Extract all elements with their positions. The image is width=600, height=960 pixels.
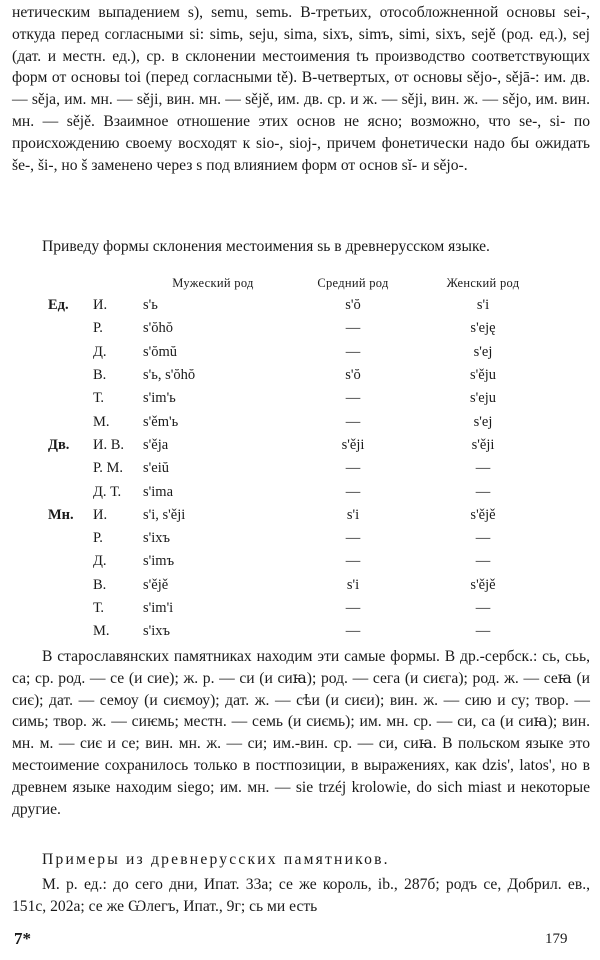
table-row <box>48 387 543 410</box>
masculine-cell: s'ь <box>143 297 158 314</box>
feminine-cell: s'ěji <box>471 436 495 453</box>
case-cell: М. <box>93 623 110 640</box>
neuter-cell: — <box>345 460 361 477</box>
neuter-cell: — <box>345 600 361 616</box>
number-cell <box>48 597 93 620</box>
case-cell: В. <box>93 367 107 384</box>
neuter-cell: — <box>345 413 361 430</box>
feminine-cell: s'ej <box>473 413 493 430</box>
neuter-cell: s'i <box>346 576 360 593</box>
case-cell: В. <box>93 576 107 593</box>
paragraph-intro-declension: Приведу формы склонения местоимения sь в древнерусском языке. <box>42 238 490 255</box>
neuter-cell: s'ŏ <box>345 367 361 384</box>
feminine-cell: — <box>475 553 491 570</box>
table-row <box>48 364 543 387</box>
case-cell: М. <box>93 413 110 430</box>
feminine-cell: s'ějě <box>470 506 496 523</box>
feminine-cell: s'i <box>476 297 490 314</box>
signature-mark: 7* <box>14 929 31 948</box>
table-row <box>48 294 543 317</box>
case-cell: Р. М. <box>93 460 124 477</box>
table-row <box>48 620 543 643</box>
case-cell: Р. <box>93 530 103 547</box>
masculine-cell: s'eiŭ <box>143 460 169 477</box>
neuter-cell: — <box>345 483 361 500</box>
masculine-cell: s'i, s'ěji <box>143 506 186 523</box>
number-cell <box>48 364 93 387</box>
neuter-cell: — <box>345 390 361 407</box>
feminine-cell: — <box>475 460 491 477</box>
number-cell <box>48 574 93 597</box>
paragraph-examples: М. р. ед.: до сего дни, Ипат. 33а; се же король, ib., 287б; родъ се, Добрил. ев., 151с, 202а; се же Ѡлегъ, Ипат., 9г; сь ми есть <box>12 876 590 915</box>
table-row <box>48 597 543 620</box>
number-cell <box>48 410 93 433</box>
masculine-cell: s'ŏmŭ <box>143 343 178 360</box>
number-cell <box>48 341 93 364</box>
number-cell: Дв. <box>48 436 70 453</box>
case-cell: Р. <box>93 320 103 337</box>
table-row <box>48 480 543 503</box>
case-cell: Д. Т. <box>93 483 122 500</box>
table-header-row <box>48 272 543 294</box>
masculine-cell: s'ixъ <box>143 623 171 640</box>
masculine-cell: s'ějě <box>143 576 169 593</box>
header-neuter: Средний род <box>317 275 389 290</box>
neuter-cell: s'i <box>346 506 360 523</box>
feminine-cell: s'eju <box>470 390 496 407</box>
table-row <box>48 410 543 433</box>
feminine-cell: — <box>475 530 491 547</box>
table-row <box>48 434 543 457</box>
case-cell: Т. <box>93 600 105 616</box>
masculine-cell: s'ixъ <box>143 530 171 547</box>
number-cell: Ед. <box>48 297 69 314</box>
table-row <box>48 574 543 597</box>
feminine-cell: — <box>475 623 491 640</box>
table-row <box>48 457 543 480</box>
number-cell <box>48 550 93 573</box>
case-cell: И. <box>93 297 108 314</box>
masculine-cell: s'im'ь <box>143 390 176 407</box>
feminine-cell: — <box>475 600 491 616</box>
number-cell: Мн. <box>48 506 74 523</box>
neuter-cell: — <box>345 320 361 337</box>
table-row <box>48 527 543 550</box>
case-cell: Т. <box>93 390 105 407</box>
case-cell: И. В. <box>93 436 125 453</box>
number-cell <box>48 317 93 340</box>
table-row <box>48 317 543 340</box>
declension-table-body <box>48 294 543 643</box>
neuter-cell: — <box>345 553 361 570</box>
number-cell <box>48 457 93 480</box>
number-cell <box>48 620 93 643</box>
number-cell <box>48 527 93 550</box>
neuter-cell: s'ěji <box>341 436 365 453</box>
paragraph-stems: нетическим выпадением s), semu, semь. В-третьих, отособложненной основы sei-, откуда перед согласными si: simь, seju, sima, sixъ, simъ, simi, sixъ, sejě (род. ед.), sej (дат. и местн. ед.), ср. в склонении местоимения tъ производство соответствующих форм от основы toi (перед согласными tě). В-четвертых, от основы sějo-, sějā-: им. дв. — sěja, им. мн. — sěji, вин. мн. — sějě, им. дв. ср. и ж. — sěji, вин. ж. — sějo, им. вин. мн. — sějě. Взаимное отношение этих основ не ясно; возможно, что se-, si- по происхождению своему восходят к sio-, sioj-, причем фонетически надо бы ожидать še-, ši-, но š заменено через s под влиянием форм от основ sĭ- и sějo-. <box>12 4 590 174</box>
masculine-cell: s'imъ <box>143 553 175 570</box>
case-cell: Д. <box>93 553 107 570</box>
table-row <box>48 504 543 527</box>
feminine-cell: s'eję <box>470 320 496 337</box>
feminine-cell: — <box>475 483 491 500</box>
neuter-cell: — <box>345 530 361 547</box>
table-row <box>48 341 543 364</box>
masculine-cell: s'ima <box>143 483 173 500</box>
number-cell <box>48 480 93 503</box>
neuter-cell: — <box>345 623 361 640</box>
section-heading: Примеры из древнерусских памятников. <box>42 851 390 868</box>
table-row <box>48 550 543 573</box>
feminine-cell: s'ěju <box>470 367 496 384</box>
feminine-cell: s'ej <box>473 343 493 360</box>
header-feminine: Женский род <box>446 275 520 290</box>
masculine-cell: s'im'i <box>143 600 174 616</box>
page-number: 179 <box>545 931 568 947</box>
paragraph-old-church-slavonic: В старославянских памятниках находим эти самые формы. В др.-сербск.: сь, сьь, са; ср. род. — се (и сие); ж. р. — си (и сиꙗ); род. — сега (и сиєга); род. ж. — сеꙗ (и сиє); дат. — семоу (и сиємоу); дат. ж. — сѣи (и сиєи); вин. ж. — сию и су; твор. — симь; твор. ж. — сиѥмь; местн. — семь (и сиємь); им. мн. ср. — си, са (и сиꙗ); вин. мн. м. — сиє и се; вин. мн. ж. — си; им.-вин. ср. — си, сиꙗ. В польском языке это местоимение сохранилось только в постпозиции, в выражениях, как dzis', latos', но в древнем языке находим siego; им. мн. — sie trzéj krolowie, do sich miast и некоторые другие. <box>12 648 590 818</box>
feminine-cell: s'ějě <box>470 576 496 593</box>
masculine-cell: s'ěja <box>143 436 169 453</box>
header-masculine: Мужеский род <box>172 275 254 290</box>
masculine-cell: s'ь, s'ŏhŏ <box>143 367 196 384</box>
number-cell <box>48 387 93 410</box>
case-cell: Д. <box>93 343 107 360</box>
declension-table <box>48 272 543 643</box>
masculine-cell: s'ěm'ь <box>143 413 179 430</box>
masculine-cell: s'ŏhŏ <box>143 320 174 337</box>
neuter-cell: — <box>345 343 361 360</box>
case-cell: И. <box>93 506 108 523</box>
neuter-cell: s'ŏ <box>345 297 361 314</box>
